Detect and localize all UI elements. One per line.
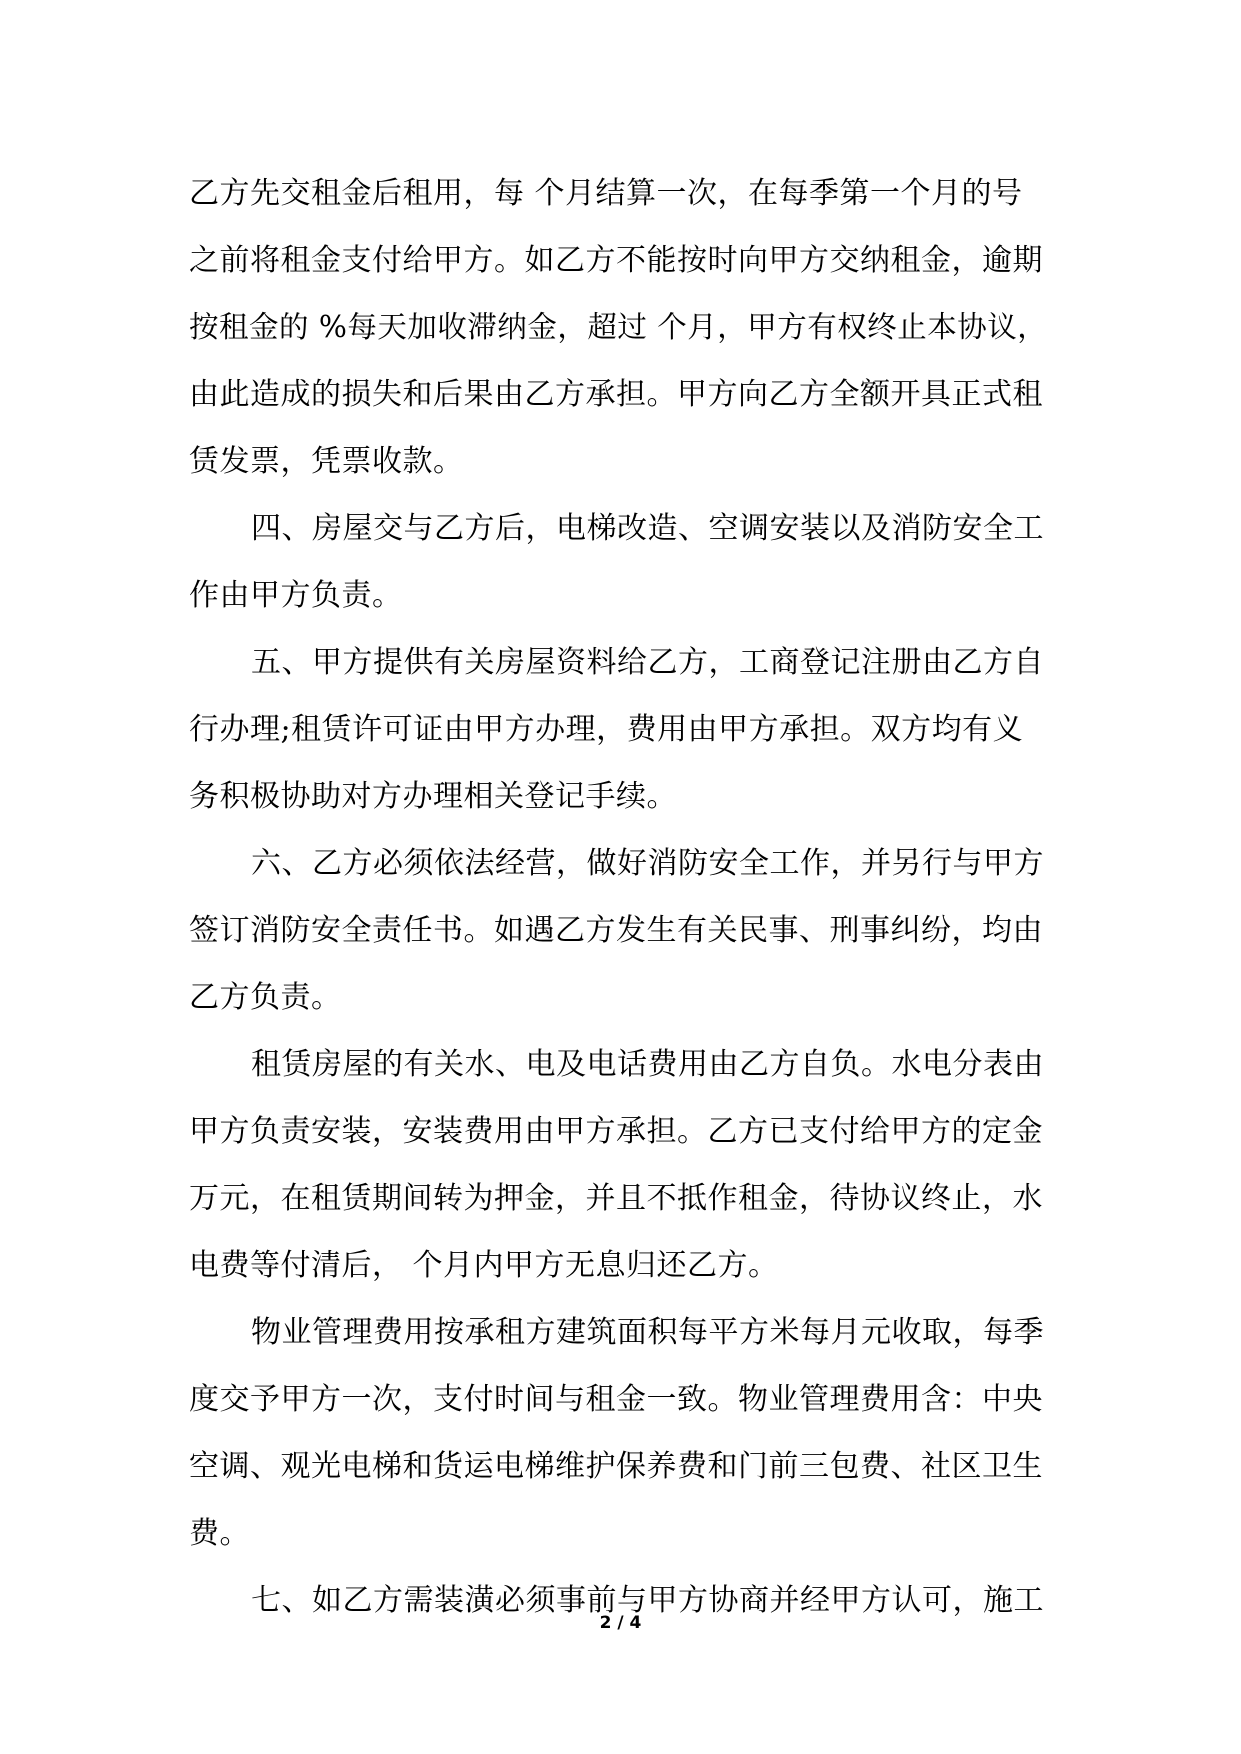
text-line: 七、如乙方需装潢必须事前与甲方协商并经甲方认可，施工	[251, 1583, 1044, 1618]
document-body	[189, 160, 1061, 1634]
text-line: 空调、观光电梯和货运电梯维护保养费和门前三包费、社区卫生	[189, 1449, 1043, 1484]
page-number: 2 / 4	[599, 1613, 642, 1633]
text-line: 由此造成的损失和后果由乙方承担。甲方向乙方全额开具正式租	[189, 377, 1043, 412]
text-line: 六、乙方必须依法经营，做好消防安全工作，并另行与甲方	[251, 846, 1044, 881]
text-line: 四、房屋交与乙方后，电梯改造、空调安装以及消防安全工	[251, 511, 1044, 546]
paragraph-property-fee	[189, 1299, 1061, 1567]
paragraph-clause-5	[189, 629, 1061, 830]
text-line: 务积极协助对方办理相关登记手续。	[189, 779, 677, 814]
text-line: 按租金的 %每天加收滞纳金，超过 个月，甲方有权终止本协议，	[189, 310, 1048, 344]
text-line: 乙方负责。	[189, 980, 342, 1015]
text-line: 乙方先交租金后租用，每 个月结算一次，在每季第一个月的号	[189, 176, 1023, 211]
text-line: 行办理;租赁许可证由甲方办理，费用由甲方承担。双方均有义	[189, 712, 1024, 747]
paragraph-utilities	[189, 1031, 1061, 1299]
text-line: 电费等付清后， 个月内甲方无息归还乙方。	[189, 1248, 779, 1283]
text-line: 度交予甲方一次，支付时间与租金一致。物业管理费用含：中央	[189, 1382, 1043, 1417]
text-line: 签订消防安全责任书。如遇乙方发生有关民事、刑事纠纷，均由	[189, 913, 1043, 948]
text-line: 费。	[189, 1516, 250, 1551]
text-line: 赁发票，凭票收款。	[189, 444, 464, 479]
text-line: 五、甲方提供有关房屋资料给乙方，工商登记注册由乙方自	[251, 645, 1044, 680]
text-line: 万元，在租赁期间转为押金，并且不抵作租金，待协议终止，水	[189, 1181, 1043, 1216]
text-line: 物业管理费用按承租方建筑面积每平方米每月元收取，每季	[251, 1315, 1044, 1350]
paragraph-clause-6	[189, 830, 1061, 1031]
text-line: 之前将租金支付给甲方。如乙方不能按时向甲方交纳租金，逾期	[189, 243, 1043, 278]
paragraph-clause-4	[189, 495, 1061, 629]
paragraph-rent-payment	[189, 160, 1061, 495]
text-line: 作由甲方负责。	[189, 578, 403, 613]
text-line: 甲方负责安装，安装费用由甲方承担。乙方已支付给甲方的定金	[189, 1114, 1043, 1149]
text-line: 租赁房屋的有关水、电及电话费用由乙方自负。水电分表由	[251, 1047, 1044, 1082]
